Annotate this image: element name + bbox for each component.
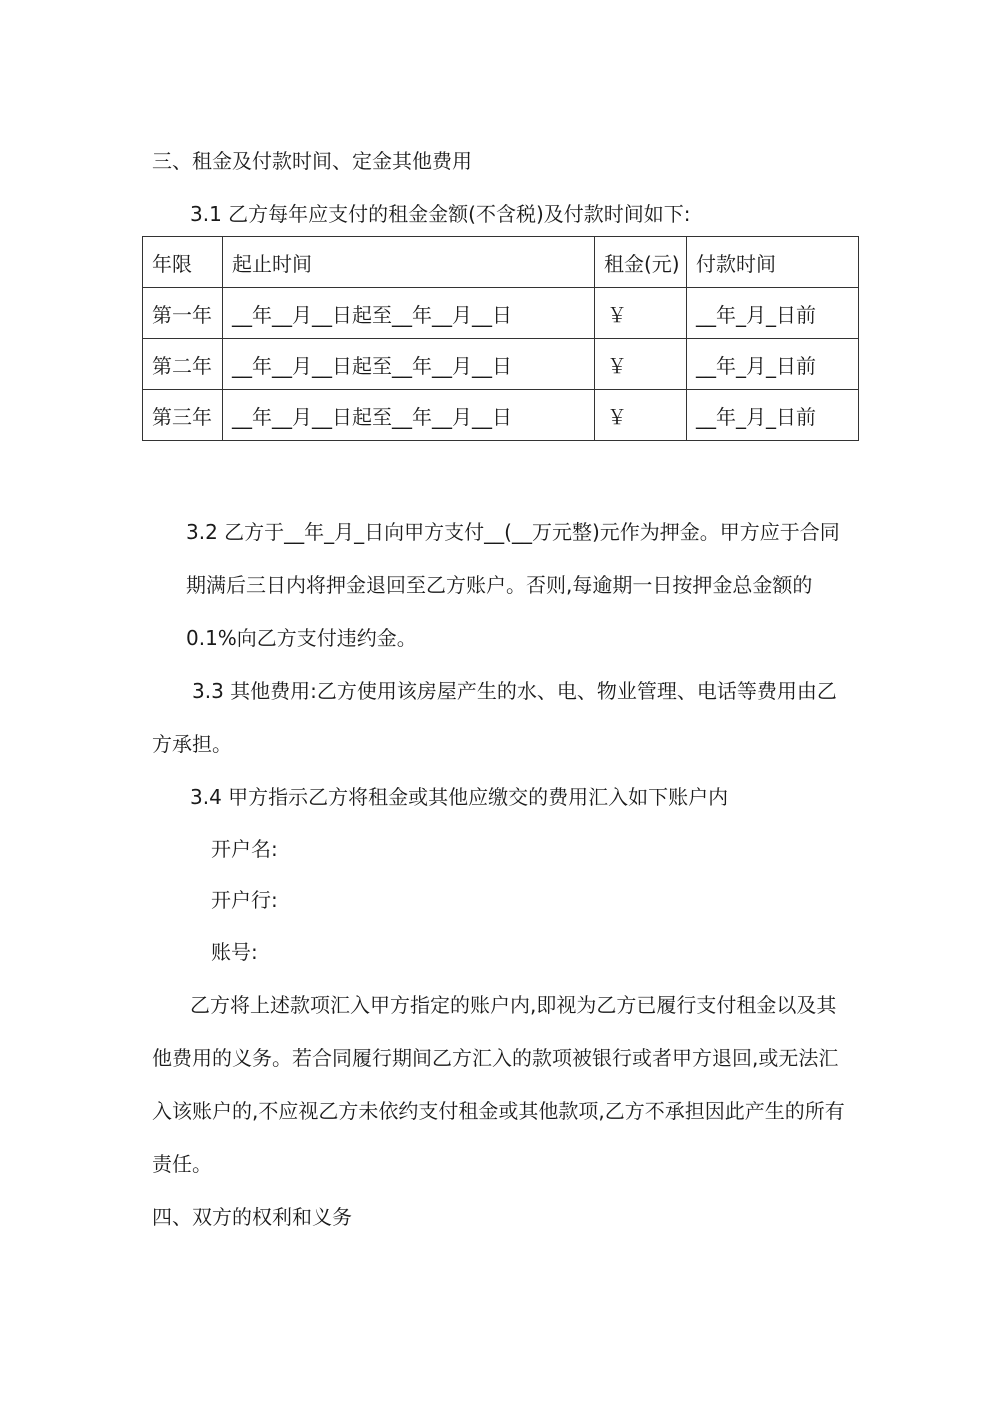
- table-cell: __年_月_日前: [687, 390, 859, 441]
- account-name-label: 开户名:: [211, 837, 278, 861]
- table-cell: 第二年: [143, 339, 223, 390]
- clause-3-2-line-2: 期满后三日内将押金退回至乙方账户。否则,每逾期一日按押金总金额的: [186, 573, 813, 597]
- section-4-heading: 四、双方的权利和义务: [152, 1205, 352, 1229]
- table-cell: __年_月_日前: [687, 339, 859, 390]
- table-header-row: [143, 237, 859, 288]
- table-cell: ￥: [595, 288, 687, 339]
- payment-note-line-3: 入该账户的,不应视乙方未依约支付租金或其他款项,乙方不承担因此产生的所有: [152, 1099, 845, 1123]
- table-header-cell: 年限: [143, 237, 223, 288]
- table-cell: __年__月__日起至__年__月__日: [223, 390, 595, 441]
- clause-3-4: 3.4 甲方指示乙方将租金或其他应缴交的费用汇入如下账户内: [190, 785, 729, 809]
- table-cell: 第三年: [143, 390, 223, 441]
- table-cell: __年__月__日起至__年__月__日: [223, 339, 595, 390]
- table-cell: ￥: [595, 339, 687, 390]
- payment-note-line-1: 乙方将上述款项汇入甲方指定的账户内,即视为乙方已履行支付租金以及其: [190, 993, 837, 1017]
- payment-note-line-2: 他费用的义务。若合同履行期间乙方汇入的款项被银行或者甲方退回,或无法汇: [152, 1046, 839, 1070]
- table-cell: __年_月_日前: [687, 288, 859, 339]
- table-header-cell: 租金(元): [595, 237, 687, 288]
- rent-table: [142, 236, 859, 441]
- clause-3-2-line-1: 3.2 乙方于__年_月_日向甲方支付__(__万元整)元作为押金。甲方应于合同: [186, 520, 840, 544]
- table-row: [143, 288, 859, 339]
- clause-3-2-line-3: 0.1%向乙方支付违约金。: [186, 626, 417, 650]
- account-number-label: 账号:: [211, 940, 258, 964]
- table-cell: 第一年: [143, 288, 223, 339]
- table-row: [143, 390, 859, 441]
- clause-3-3-line-2: 方承担。: [152, 732, 232, 756]
- clause-3-3-line-1: 3.3 其他费用:乙方使用该房屋产生的水、电、物业管理、电话等费用由乙: [192, 679, 837, 703]
- table-header-cell: 付款时间: [687, 237, 859, 288]
- table-row: [143, 339, 859, 390]
- payment-note-line-4: 责任。: [152, 1152, 212, 1176]
- clause-3-1: 3.1 乙方每年应支付的租金金额(不含税)及付款时间如下:: [190, 202, 691, 226]
- section-3-heading: 三、租金及付款时间、定金其他费用: [152, 149, 472, 173]
- table-cell: __年__月__日起至__年__月__日: [223, 288, 595, 339]
- account-bank-label: 开户行:: [211, 888, 278, 912]
- table-header-cell: 起止时间: [223, 237, 595, 288]
- table-cell: ￥: [595, 390, 687, 441]
